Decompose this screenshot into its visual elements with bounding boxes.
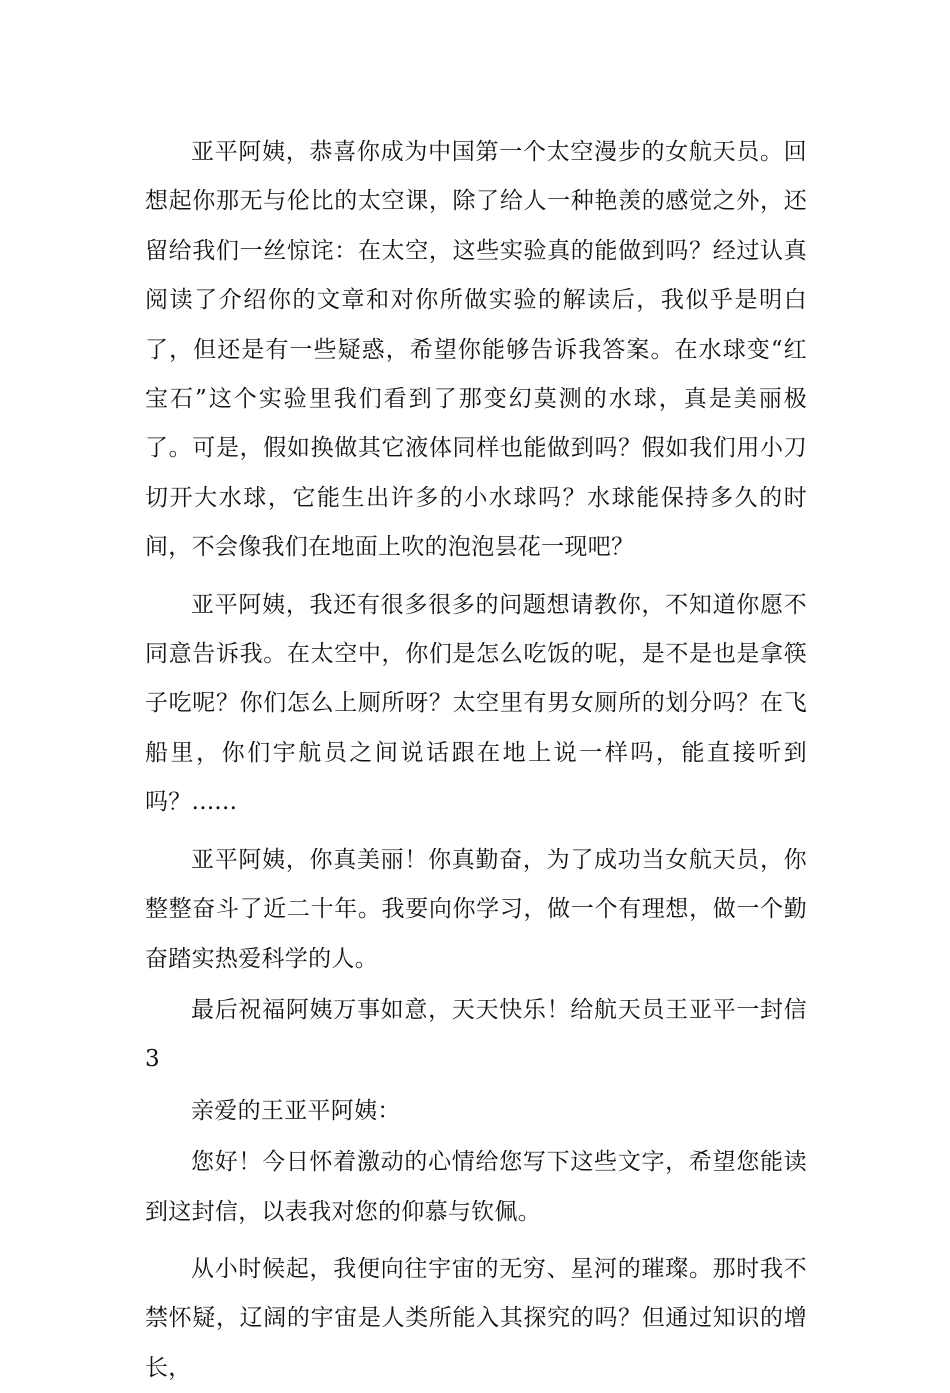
paragraph-7: 从小时候起，我便向往宇宙的无穷、星河的璀璨。那时我不禁怀疑，辽阔的宇宙是人类所能入其探究的吗？但通过知识的增长， [145, 1255, 807, 1381]
document-body [145, 128, 807, 1393]
paragraph-5-salutation: 亲爱的王亚平阿姨： [191, 1097, 401, 1124]
paragraph-6: 您好！今日怀着激动的心情给您写下这些文字，希望您能读到这封信，以表我对您的仰慕与钦佩。 [145, 1149, 807, 1225]
paragraph-4: 最后祝福阿姨万事如意，天天快乐！给航天员王亚平一封信3 [145, 996, 807, 1073]
paragraph-3: 亚平阿姨，你真美丽！你真勤奋，为了成功当女航天员，你整整奋斗了近二十年。我要向你学习，做一个有理想，做一个勤奋踏实热爱科学的人。 [145, 846, 807, 972]
paragraph-2: 亚平阿姨，我还有很多很多的问题想请教你，不知道你愿不同意告诉我。在太空中，你们是怎么吃饭的呢，是不是也是拿筷子吃呢？你们怎么上厕所呀？太空里有男女厕所的划分吗？在飞船里，你们宇航员之间说话跟在地上说一样吗，能直接听到吗？...... [145, 591, 807, 816]
paragraph-1: 亚平阿姨，恭喜你成为中国第一个太空漫步的女航天员。回想起你那无与伦比的太空课，除了给人一种艳羡的感觉之外，还留给我们一丝惊诧：在太空，这些实验真的能做到吗？经过认真阅读了介绍你的文章和对你所做实验的解读后，我似乎是明白了，但还是有一些疑惑，希望你能够告诉我答案。在水球变“红宝石”这个实验里我们看到了那变幻莫测的水球，真是美丽极了。可是，假如换做其它液体同样也能做到吗？假如我们用小刀切开大水球，它能生出许多的小水球吗？水球能保持多久的时间，不会像我们在地面上吹的泡泡昙花一现吧？ [145, 139, 807, 561]
